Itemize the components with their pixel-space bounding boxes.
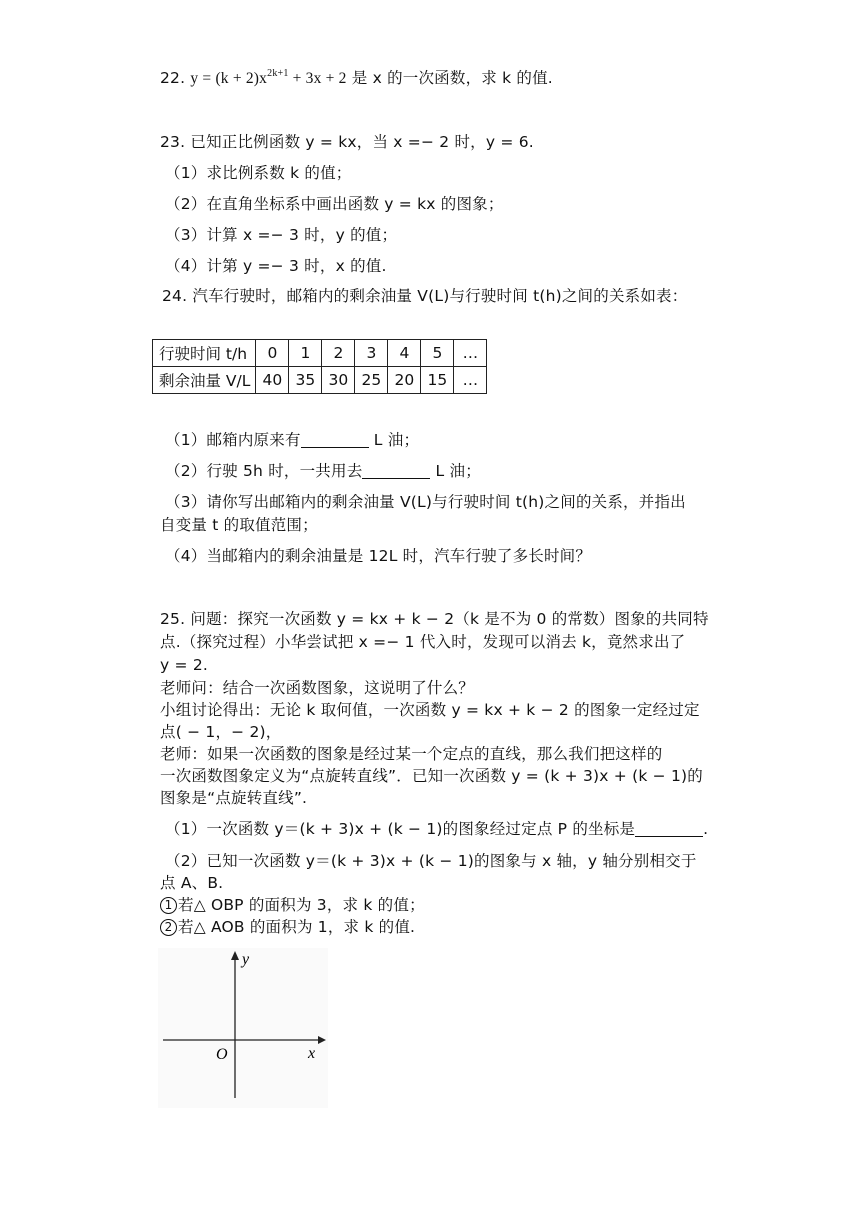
circled-number-2: 2 — [160, 919, 177, 936]
q24-part-1-text: （1）邮箱内原来有 — [165, 431, 301, 449]
q24-part-3-line2: 自变量 t 的取值范围； — [160, 516, 318, 534]
table-row — [153, 367, 487, 394]
table-row — [153, 340, 487, 367]
table-cell: 2 — [322, 340, 355, 367]
table-header-fuel: 剩余油量 V/L — [153, 367, 256, 394]
q22-number: 22. — [160, 69, 186, 87]
q23-part-1: （1）求比例系数 k 的值； — [165, 164, 352, 182]
q25-sub-1-text: 若△ OBP 的面积为 3，求 k 的值； — [178, 896, 425, 914]
q25-part-1 — [165, 818, 708, 840]
table-cell: … — [454, 340, 487, 367]
q25-line: 图象是“点旋转直线”. — [160, 789, 308, 807]
table-cell: 5 — [421, 340, 454, 367]
origin-label: O — [216, 1046, 228, 1063]
q25-part-1-end: . — [703, 820, 709, 838]
q25-line: 小组讨论得出：无论 k 取何值，一次函数 y = kx + k − 2 的图象一定经过定 — [160, 701, 700, 719]
table-cell: 20 — [388, 367, 421, 394]
q24-part-1-unit: L 油； — [368, 431, 420, 449]
fuel-table — [152, 339, 487, 394]
q25-line: 一次函数图象定义为“点旋转直线”．已知一次函数 y = (k + 3)x + (k − 1)的 — [160, 767, 703, 785]
q22-text: 是 x 的一次函数，求 k 的值. — [346, 69, 553, 87]
q25-part-2-line2: 点 A、B. — [160, 874, 224, 892]
table-header-time: 行驶时间 t/h — [153, 340, 256, 367]
q24-part-1 — [165, 429, 419, 451]
q25-sub-2-text: 若△ AOB 的面积为 1，求 k 的值. — [178, 918, 416, 936]
table-cell: 0 — [256, 340, 289, 367]
q25-line: y = 2. — [160, 656, 209, 674]
answer-blank — [362, 462, 430, 479]
q22-exponent: 2k+1 — [267, 68, 289, 79]
q24-part-2-unit: L 油； — [430, 462, 481, 480]
q22-line — [160, 67, 553, 90]
q24-part-3-line1: （3）请你写出邮箱内的剩余油量 V(L)与行驶时间 t(h)之间的关系，并指出 — [165, 493, 686, 511]
q22-math-a: y = (k + 2)x — [190, 70, 268, 87]
q24-stem: 24. 汽车行驶时，邮箱内的剩余油量 V(L)与行驶时间 t(h)之间的关系如表： — [162, 287, 688, 305]
table-cell: 35 — [289, 367, 322, 394]
table-cell: … — [454, 367, 487, 394]
q23-stem: 23. 已知正比例函数 y = kx，当 x =− 2 时，y = 6. — [160, 133, 534, 151]
y-axis-label: y — [242, 951, 250, 968]
q25-sub-1 — [160, 894, 425, 916]
q25-line: 点( − 1，− 2)， — [160, 723, 282, 741]
x-axis-label: x — [308, 1045, 316, 1062]
coordinate-axes-figure — [158, 948, 328, 1108]
q25-line: 老师：如果一次函数的图象是经过某一个定点的直线，那么我们把这样的 — [160, 745, 663, 763]
q25-sub-2 — [160, 916, 415, 938]
q25-line: 25. 问题：探究一次函数 y = kx + k − 2（k 是不为 0 的常数）图象的共同特 — [160, 610, 709, 628]
q25-part-1-text: （1）一次函数 y＝(k + 3)x + (k − 1)的图象经过定点 P 的坐标是 — [165, 820, 636, 838]
figure-background — [158, 948, 328, 1108]
q23-part-2: （2）在直角坐标系中画出函数 y = kx 的图象； — [165, 195, 504, 213]
q25-line: 老师问：结合一次函数图象，这说明了什么？ — [160, 679, 475, 697]
q25-line: 点.（探究过程）小华尝试把 x =− 1 代入时，发现可以消去 k，竟然求出了 — [160, 633, 686, 651]
table-cell: 1 — [289, 340, 322, 367]
q22-math-b: + 3x + 2 — [288, 70, 347, 87]
q23-part-3: （3）计算 x =− 3 时，y 的值； — [165, 226, 398, 244]
table-cell: 30 — [322, 367, 355, 394]
circled-number-1: 1 — [160, 897, 177, 914]
table-cell: 3 — [355, 340, 388, 367]
table-cell: 25 — [355, 367, 388, 394]
table-cell: 15 — [421, 367, 454, 394]
table-cell: 40 — [256, 367, 289, 394]
q25-part-2-line1: （2）已知一次函数 y＝(k + 3)x + (k − 1)的图象与 x 轴，y 轴分别相交于 — [165, 852, 697, 870]
q24-part-2 — [165, 460, 481, 482]
q23-part-4: （4）计第 y =− 3 时，x 的值. — [165, 257, 387, 275]
q24-part-4: （4）当邮箱内的剩余油量是 12L 时，汽车行驶了多长时间？ — [165, 547, 592, 565]
answer-blank — [635, 820, 703, 837]
answer-blank — [301, 431, 369, 448]
q24-part-2-text: （2）行驶 5h 时，一共用去 — [165, 462, 363, 480]
table-cell: 4 — [388, 340, 421, 367]
